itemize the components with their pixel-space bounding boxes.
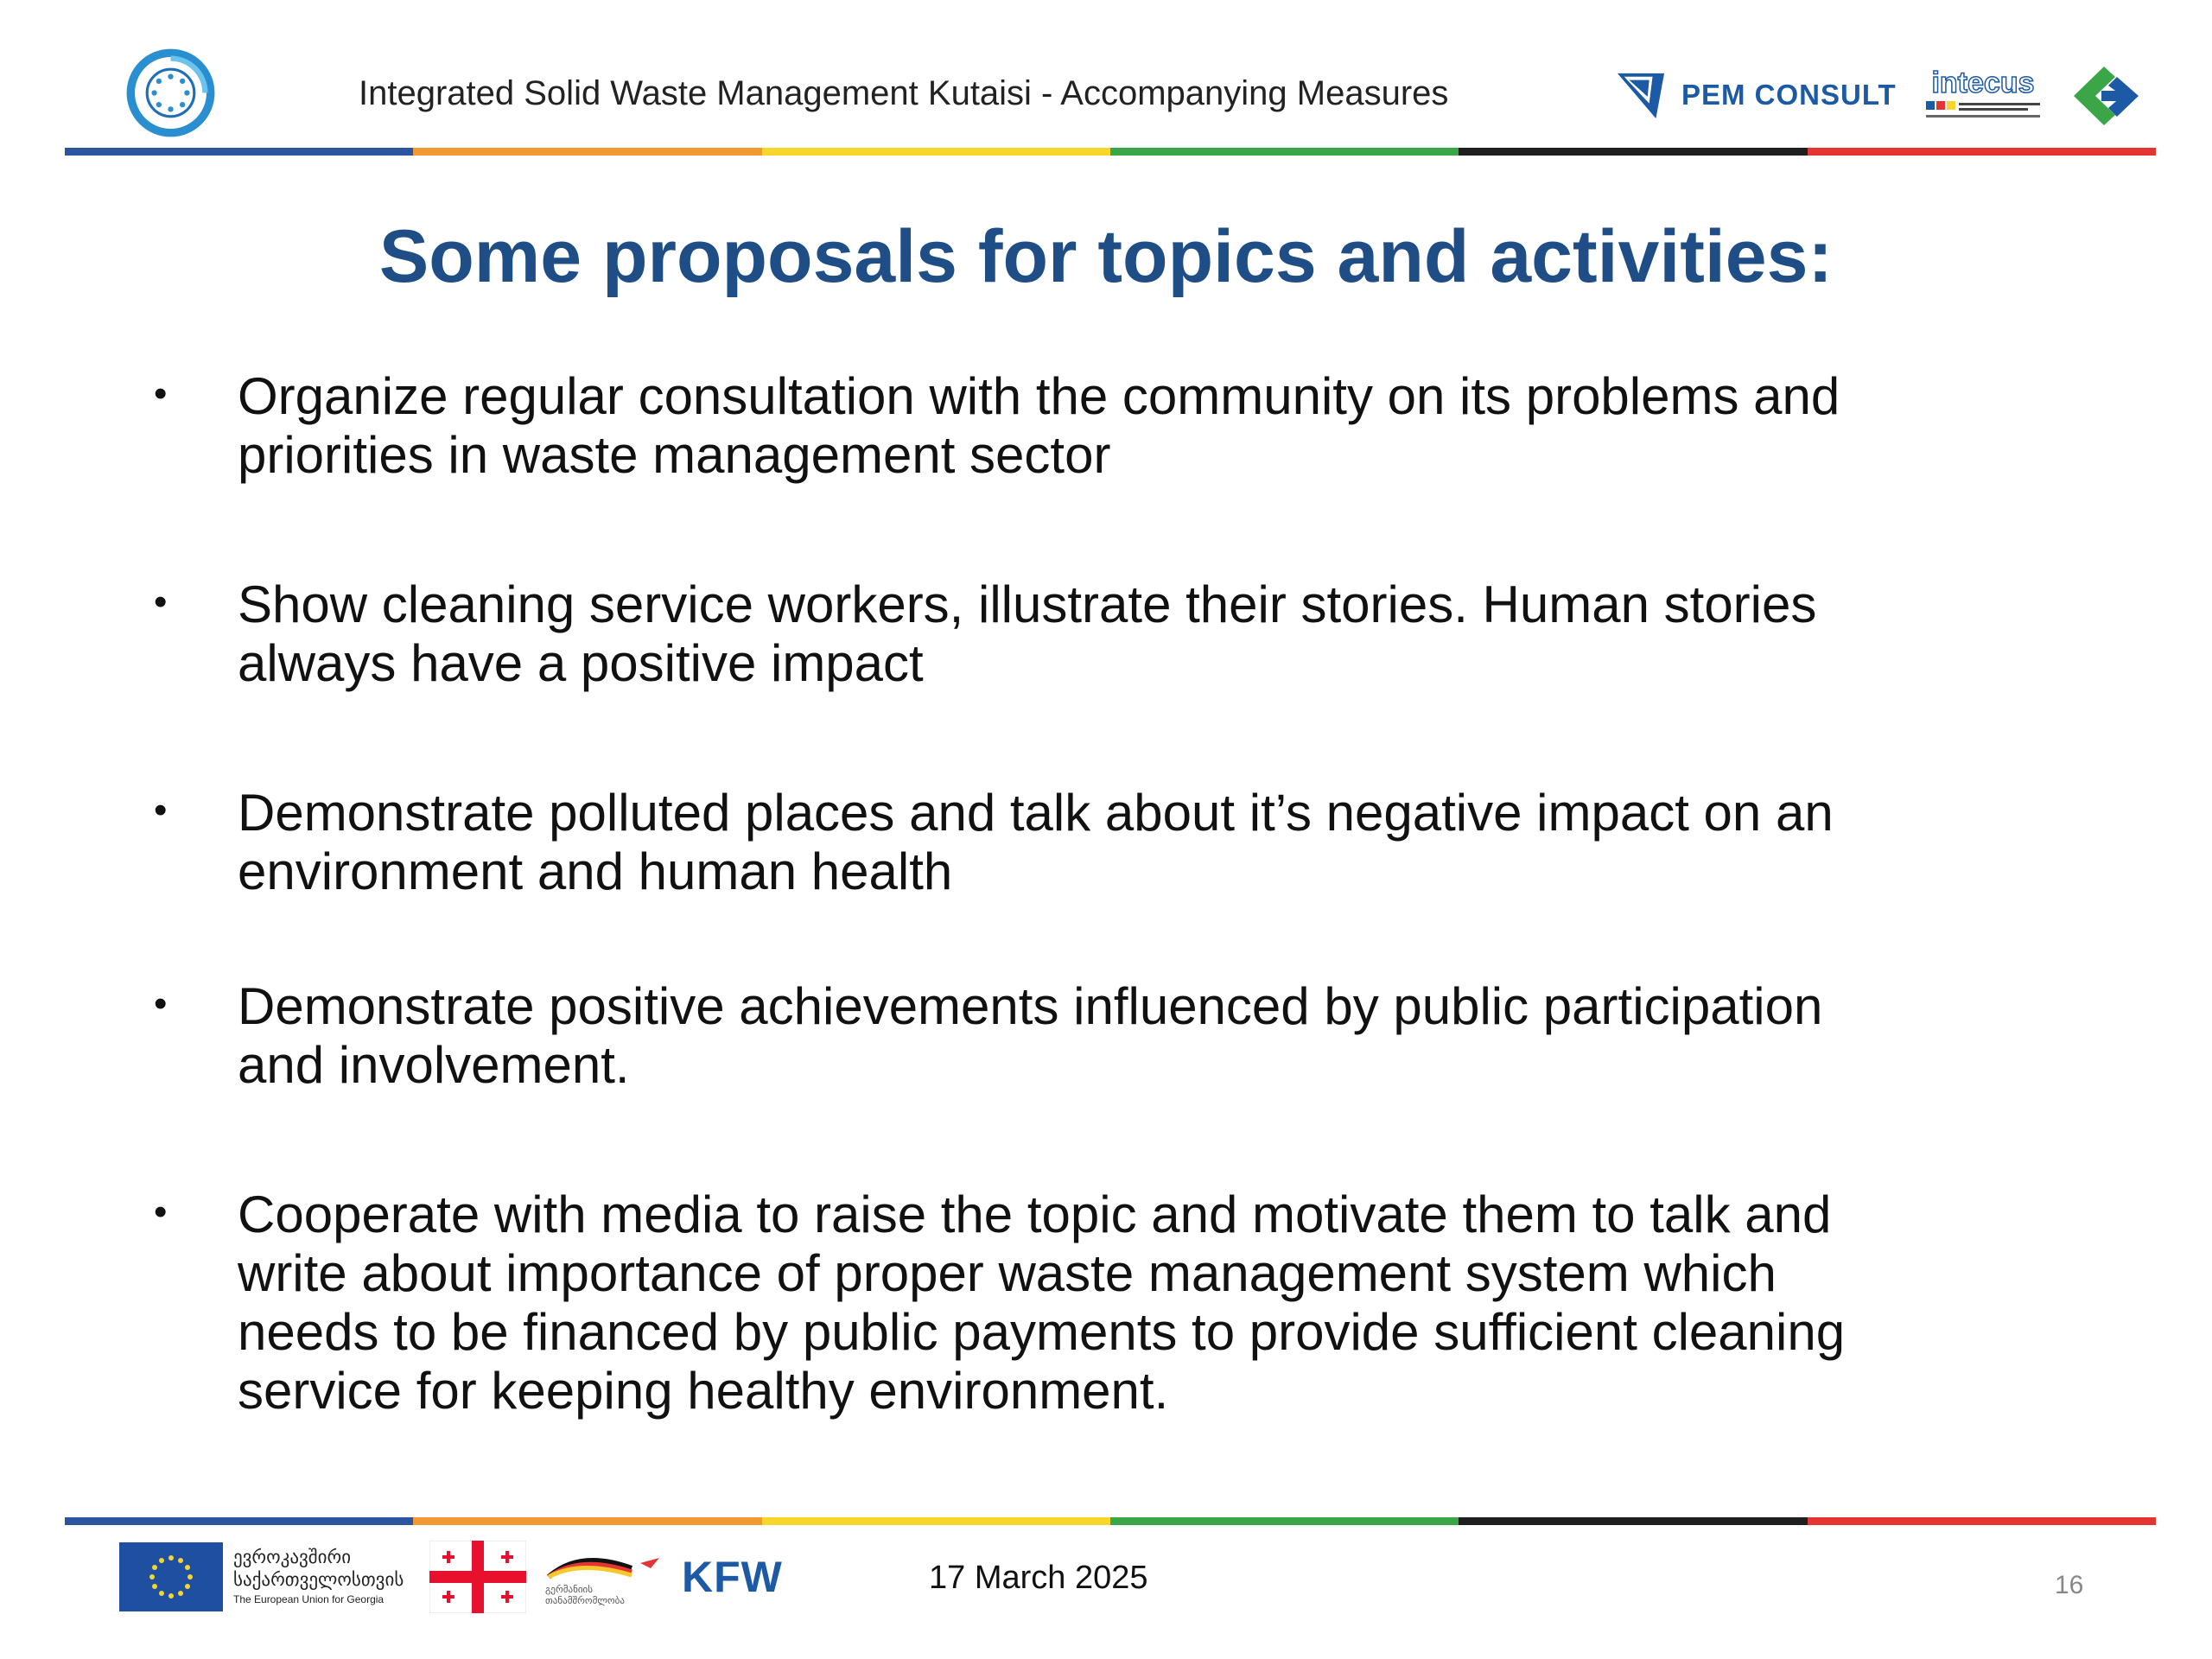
bullet-text [238,367,2117,485]
bullet-item [147,977,2117,1095]
bullet-line: write about importance of proper waste management system which [238,1244,1777,1302]
partner-logos [1616,60,2143,130]
german-cooperation-text-1: გერმანიის [545,1585,593,1595]
eu-text-georgian-2: საქართველოსთვის [233,1570,404,1590]
intecus-logo [1923,65,2044,125]
bullet-line: Cooperate with media to raise the topic and motivate them to talk and [238,1185,1832,1243]
footer-date: 17 March 2025 [929,1560,1148,1596]
bullet-text [238,575,2117,693]
bullet-text [238,1185,2117,1421]
page-number: 16 [2055,1571,2084,1599]
header-color-stripe [65,148,2156,156]
bullet-line: and involvement. [238,1036,630,1094]
bullet-marker: • [154,789,168,831]
bullet-line: Show cleaning service workers, illustrate their stories. Human stories [238,575,1817,633]
bullet-line: Demonstrate positive achievements influenced by public participation [238,977,1823,1035]
german-cooperation-text-2: თანამშრომლობა [545,1596,625,1606]
bullet-line: environment and human health [238,842,953,900]
footer-logos [119,1538,783,1616]
eu-text-english: The European Union for Georgia [233,1593,385,1605]
footer-color-stripe [65,1517,2156,1525]
intecus-wordmark: intecus [1931,67,2035,99]
bullet-line: Organize regular consultation with the community on its problems and [238,367,1840,425]
eu-flag-icon [119,1542,223,1611]
bullet-item [147,575,2117,693]
bullet-marker: • [154,581,168,623]
german-cooperation-logo [545,1551,666,1606]
bullet-text [238,977,2117,1095]
green-blue-g-logo-icon [2065,63,2143,128]
bullet-line: Demonstrate polluted places and talk about it’s negative impact on an [238,784,1834,842]
bullet-line: needs to be financed by public payments to provide sufficient cleaning [238,1303,1846,1361]
german-cooperation-icon [545,1551,666,1580]
pem-consult-logo: PEM CONSULT [1681,79,1897,111]
bullet-line: priorities in waste management sector [238,426,1111,484]
bullet-item [147,367,2117,485]
bullet-line: always have a positive impact [238,634,924,692]
slide-title: Some proposals for topics and activities: [378,215,1834,298]
bullet-marker: • [154,982,168,1025]
header-title: Integrated Solid Waste Management Kutaisi - Accompanying Measures [359,74,1449,112]
eu-for-georgia-text [233,1547,419,1607]
bullet-marker: • [154,1191,168,1233]
georgian-flag-icon [429,1541,526,1613]
bullet-marker: • [154,372,168,415]
eu-text-georgian-1: ევროკავშირი [233,1548,352,1567]
bullet-line: service for keeping healthy environment. [238,1362,1169,1420]
project-logo-icon [125,48,216,138]
pem-triangle-icon [1616,68,1666,122]
kfw-logo: KFW [682,1553,783,1601]
bullet-item [147,784,2117,901]
bullet-text [238,784,2117,901]
bullet-item [147,1185,2117,1421]
